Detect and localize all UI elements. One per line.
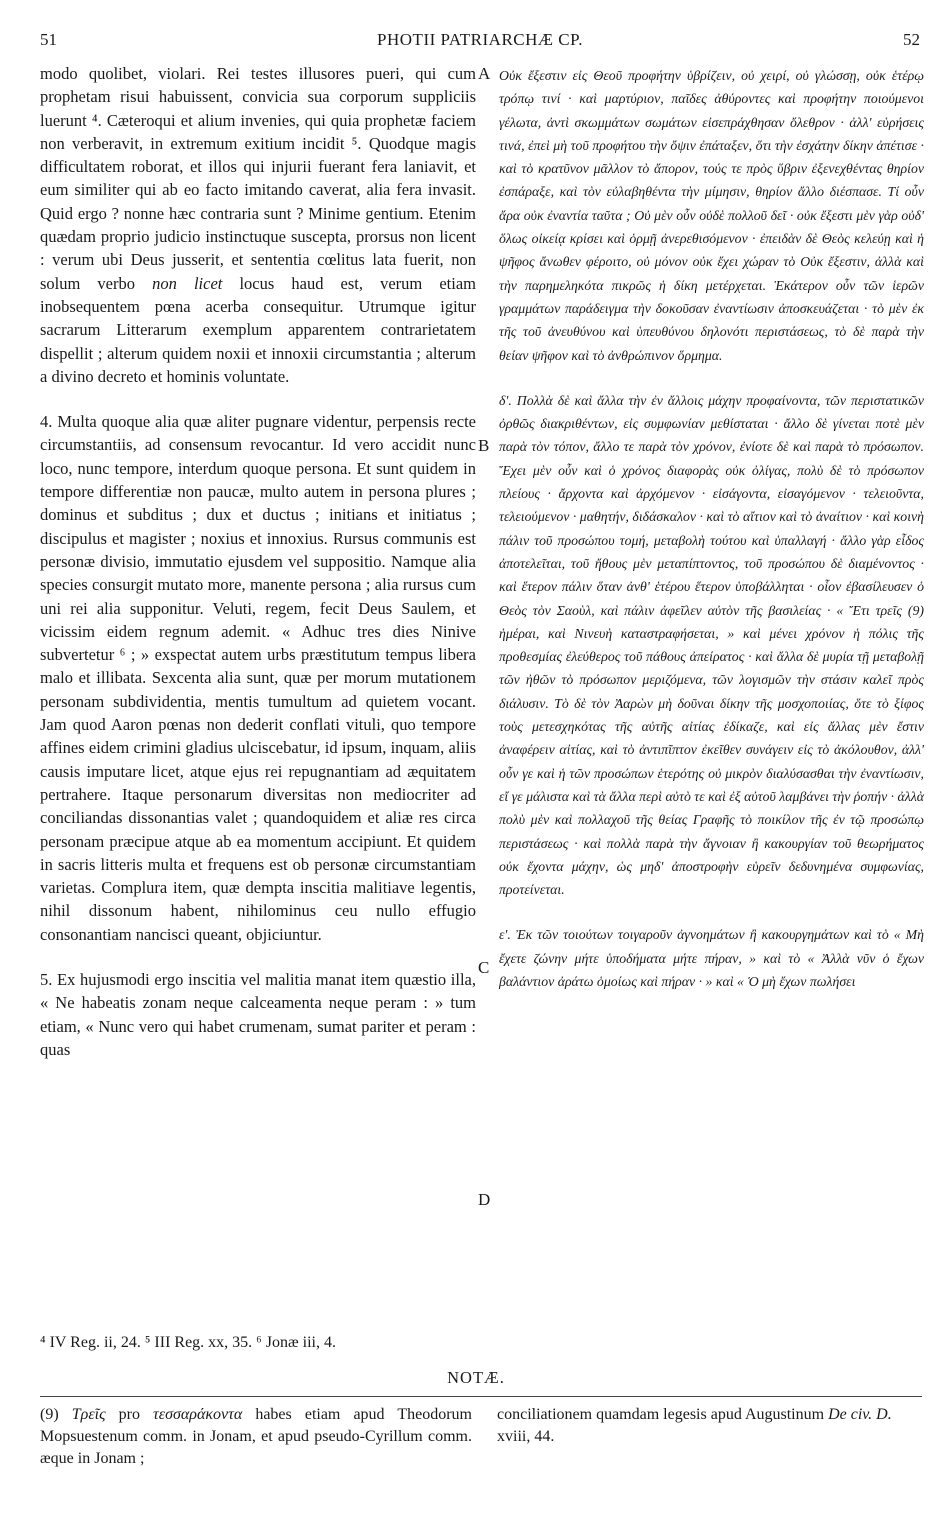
- note-text: xviii, 44.: [497, 1428, 555, 1445]
- latin-italic-phrase: non licet: [152, 273, 223, 293]
- note-greek-word: Τρεῖς: [71, 1406, 106, 1423]
- greek-paragraph-1: Οὐκ ἔξεστιν εἰς Θεοῦ προφήτην ὑβρίζειν, οὐ χειρί, οὐ γλώσσῃ, οὐκ ἑτέρῳ τρόπῳ τινί · καὶ μαρτύριον, παῖδες ἀθύροντες καὶ προφήτην ποιούμενοι γέλωτα, ἀντὶ σκωμμάτων σωμάτων εἰσεπράχθησαν ὄλεθρον · ἀλλ' εὑρήσεις τινά, ἐπεὶ μὴ τοῦ προφήτου τὴν ὄψιν ἐπάταξεν, ὅτι τὴν ἐσχάτην δίκην ἀπέτισε · καὶ τὸ κρατῦνον μᾶλλον τὸ ἄπορον, τούς τε πρὸς ὕβριν ἐξενεχθέντας θηρίον ἐσπάραξε, καὶ τὸν εὐλαβηθέντα τὴν μίμησιν, θηρίον ἄλλο διέσπασε. Τί οὖν ἄρα οὐκ ἐναντία ταῦτα ; Οὐ μὲν οὖν οὐδὲ πολλοῦ δεῖ · οὐκ ἔξεστι μὲν γὰρ οὐδ' ὅλως οἰκείᾳ κρίσει καὶ ὁρμῇ ἀνερεθισόμενον · ἐπειδὰν δὲ Θεὸς κελεύῃ καὶ ἡ ψῆφος ἄνωθεν φέροιτο, οὐ μόνον οὐκ ἔχει χώραν τὸ Οὐκ ἔξεστιν, ἀλλὰ καὶ τὴν παρημεληκότα πικρῶς ἡ δίκη μετέρχεται. Ἑκάτερον οὖν τῶν ἱερῶν γραμμάτων παράδειγμα τὴν δοκοῦσαν ἐναντίωσιν ἀποσκευάζεται · τὸ μὲν ἐκ τῆς τοῦ ἀνευθύνου καὶ ὑπευθύνου δηλονότι περιστάσεως, τὸ δὲ παρὰ τὴν θείαν ψῆφον καὶ τὸ ἀνθρώπινον ὅρμημα.: [499, 68, 924, 363]
- greek-paragraph-3: ε'. Ἐκ τῶν τοιούτων τοιγαροῦν ἀγνοημάτων ἢ κακουργημάτων καὶ τὸ « Μὴ ἔχετε ζώνην μήτε ὑποδήματα μήτε πήραν, » καὶ τὸ « Ἀλλὰ νῦν ὁ ἔχων βαλάντιον ἀράτω ὁμοίως καὶ πήραν · » καὶ « Ὁ μὴ ἔχων πωλήσει: [499, 927, 924, 989]
- page-number-left: 51: [40, 30, 57, 49]
- section-marker-d: D: [478, 1190, 491, 1209]
- footnotes: ⁴ IV Reg. ii, 24. ⁵ III Reg. xx, 35. ⁶ Jonæ iii, 4.: [40, 1334, 336, 1351]
- note-citation-title: De civ. D.: [828, 1406, 892, 1423]
- note-text: habes etiam apud Theodorum Mopsuestenum comm. in Jonam, et apud pseudo-Cyrillum comm. æque in Jonam ;: [40, 1406, 472, 1467]
- latin-text: locus haud est, verum etiam inobsequentem pœna acerba consequitur. Utrumque igitur sacrarum Litterarum exemplum apparentem contrarietatem dispellit ; alterum quidem noxii et innoxii circumstantia ; alterum a divino decreto et hominis voluntate.: [40, 273, 476, 386]
- note-9-right: [497, 1404, 922, 1448]
- latin-paragraph-3: 5. Ex hujusmodi ergo inscitia vel malitia manat item quæstio illa, « Ne habeatis zonam neque calceamenta neque peram : » tum etiam, « Nunc vero qui habet crumenam, sumat pariter et peram : quas: [40, 969, 476, 1059]
- note-text: conciliationem quamdam legesis apud Augustinum: [497, 1406, 825, 1423]
- section-marker-c: C: [478, 958, 490, 977]
- note-text: pro: [118, 1406, 140, 1423]
- greek-column: [499, 64, 924, 993]
- running-title: PHOTII PATRIARCHÆ CP.: [377, 30, 583, 49]
- section-marker-b: B: [478, 436, 490, 455]
- divider: [40, 1396, 922, 1397]
- page-header: [40, 30, 920, 60]
- latin-column: [40, 62, 476, 1061]
- greek-paragraph-2: δ'. Πολλὰ δὲ καὶ ἄλλα τὴν ἐν ἄλλοις μάχην προφαίνοντα, τῶν περιστατικῶν ὀρθῶς διακριθέντων, εἰς συμφωνίαν μεθίσταται · ἄλλο δὲ γίνεται ποτὲ μὲν παρὰ τὸν τόπον, ἄλλο τε παρὰ τὸν χρόνον, ἐνίοτε δὲ καὶ παρὰ τὸ πρόσωπον. Ἔχει μὲν οὖν καὶ ὁ χρόνος διαφορὰς οὐκ ὀλίγας, πολὺ δὲ τὸ πρόσωπον πλείους · ἄρχοντα καὶ ἀρχόμενον · εἰσάγοντα, εἰσαγόμενον · τελειοῦντα, τελειούμενον · μαθητήν, διδάσκαλον · καὶ τὸ αἴτιον καὶ τὸ ἀναίτιον · καὶ κοινὴ πάλιν τοῦ προσώπου τομή, μεταβολὴ τούτου καὶ ὑπαλλαγή · ἄλλο γὰρ εἶδος ἀποτελεῖται, τοῦ ἤθους μὲν μεταπίπτοντος, τοῦ προσώπου δὲ διαμένοντος · καὶ ἕτερον πάλιν ὅταν ἀνθ' ἑτέρου ἕτερον ὑποβάλληται · οἷον ἐβασίλευσεν ὁ Θεὸς τὸν Σαοὺλ, καὶ πάλιν ἀφεῖλεν αὐτὸν τῆς βασιλείας · « Ἔτι τρεῖς (9) ἡμέραι, καὶ Νινευὴ καταστραφήσεται, » καὶ μένει χρόνον ἡ πόλις τῆς προθεσμίας ἐλεύθερος τοῦ πάθους ἀπείρατος · καὶ ἄλλα δὲ μυρία τῇ μεταβολῇ τῶν ἠθῶν τὸ πρόσωπον μεριζόμενα, τῶν λογισμῶν τὴν στάσιν καλεῖ πρὸς διάλυσιν. Τὸ δὲ τὸν Ἀαρὼν μὴ δοῦναι δίκην τῆς μοσχοποιίας, ὅτε τὸ ξίφος τοὺς μετεσχηκότας τῆς αὐτῆς αἰτίας ἐδίκαζε, καὶ εἰς ἄλλας μὲν ἔστιν ἀναφέρειν αἰτίας, καὶ τὸ ἀντιπῖπτον ἐκεῖθεν συνάγειν εἰς τὸ ἀκόλουθον, ἀλλ' οὖν γε καὶ ἡ τῶν προσώπων ἑτερότης οὐ μικρὸν διαλύσασθαι τὴν ἐναντίωσιν, εἴ γε μάλιστα καὶ τὰ ἄλλα περὶ αὐτὸ τε καὶ ἐξ αὐτοῦ λαμβάνει τὴν ῥοπήν · ἀλλὰ πολὺ μὲν καὶ πολλαχοῦ τῆς θείας Γραφῆς τὸ ποικίλον τῆς ἐν τῷ προσώπῳ περιστάσεως · καὶ πολλὰ παρὰ τὴν ἄγνοιαν ἢ κακουργίαν τοῦ θεωρήματος οὐκ ἔχοντα μάχην, ὡς μηδ' ἀποστροφὴν εὑρεῖν δεδυνημένα συμφωνίας, προτείνεται.: [499, 392, 924, 898]
- latin-paragraph-2: 4. Multa quoque alia quæ aliter pugnare videntur, perpensis recte circumstantiis, ad consensum revocantur. Id vero accidit nunc loco, nunc tempore, interdum quoque persona. Et sunt quidem in tempore differentiæ non paucæ, multo autem in persona plures ; dominus et subditus ; dux et ductus ; initians et initiatus ; discipulus et magister ; noxius et innoxius. Rursus communis est personæ divisio, immutatio ejusdem vel suppositio. Namque alia species consurgit mutato more, manente persona ; alia rursus cum uni rei alia supponitur. Veluti, regem, fecit Deus Saulem, et vicissim eidem regnum ademit. « Adhuc tres dies Ninive subvertetur ⁶ ; » exspectat autem urbs præstitutum tempus libera malo et illibata. Sexcenta alia sunt, quæ per morum mutationem personam subdividentia, mentis tumultum ad quietem vocant. Jam quod Aaron pœnas non dederit conflati vituli, quo tempore affines eidem crimini gladius ulciscebatur, id ipsum, inquam, aliis causis imputare licet, atque ejus rei repugnantiam ad æquitatem pertrahere. Itaque personarum diversitas non mediocriter ad conciliandas dissonantias valet ; quandoquidem et aliæ res circa personam præcipue atque ab ea momentum accipiunt. Et quidem in sacris litteris multa et frequens est ob personæ circumstantiam varietas. Complura item, quæ dempta inscitia malitiave legentis, nihil dissonum habent, nihilominus ceu nullo effugio consonantiam nancisci queant, objiciuntur.: [40, 412, 476, 944]
- note-9-left: [40, 1404, 472, 1470]
- note-number: (9): [40, 1406, 59, 1423]
- note-greek-word: τεσσαράκοντα: [153, 1406, 243, 1423]
- notae-heading: NOTÆ.: [447, 1368, 505, 1387]
- page-number-right: 52: [903, 30, 920, 49]
- latin-paragraph-1: [40, 62, 476, 388]
- section-marker-a: A: [478, 64, 491, 83]
- latin-text: modo quolibet, violari. Rei testes illusores pueri, qui cum prophetam risui habuissent, convicia sua corporum suppliciis luerunt ⁴. Cæteroqui et alium invenies, qui quia prophetæ faciem non verberavit, in extremum exitium incidit ⁵. Quodque magis difficultatem roborat, et illos qui injurii fuerant fera laniavit, et eum similiter qui ab eo facto imitando caverat, alia fera invasit. Quid ergo ? nonne hæc contraria sunt ? Minime gentium. Etenim quædam proprio judicio instinctuque suscepta, prorsus non licent : verum ubi Deus jusserit, et sententia cœlitus lata fuerit, non solum verbo: [40, 64, 476, 293]
